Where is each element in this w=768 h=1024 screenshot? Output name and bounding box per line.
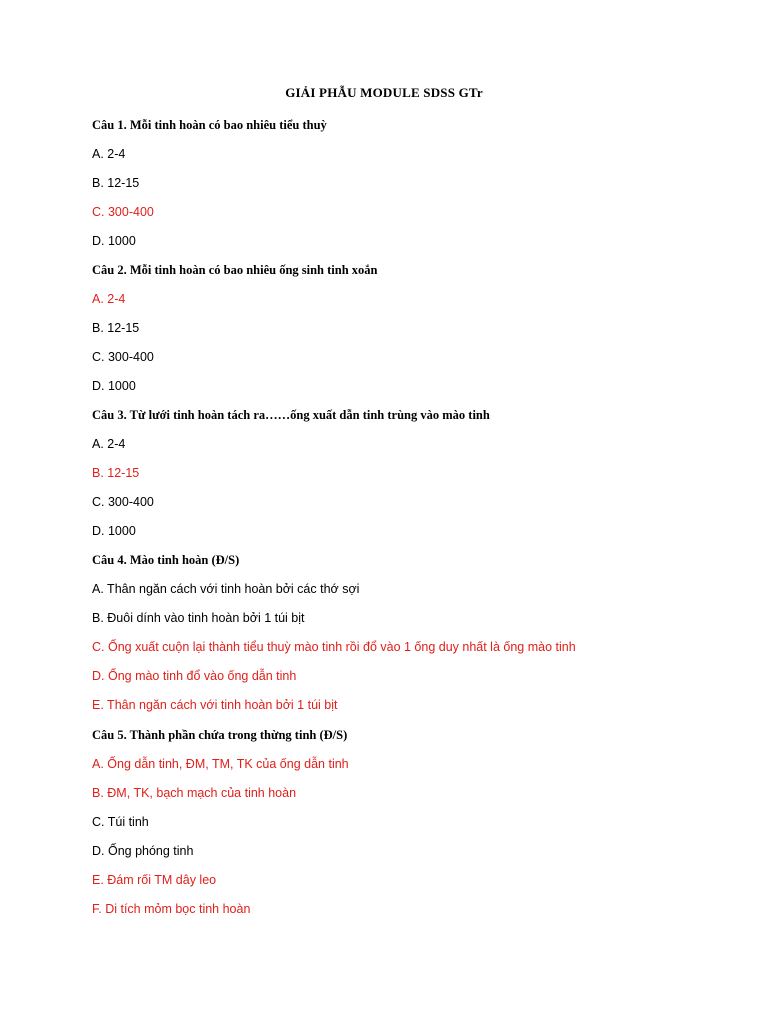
question-3-option-b: B. 12-15: [92, 466, 140, 480]
question-2-option-c: C. 300-400: [92, 350, 154, 364]
question-3-option-a: A. 2-4: [92, 437, 126, 451]
question-2-option-d: D. 1000: [92, 379, 136, 393]
question-4-option-a: A. Thân ngăn cách với tinh hoàn bởi các thớ sợi: [92, 582, 360, 596]
question-1-option-c: C. 300-400: [92, 205, 154, 219]
document-title: GIẢI PHẪU MODULE SDSS GTr: [285, 85, 483, 100]
question-5-option-a: A. Ống dẫn tinh, ĐM, TM, TK của ống dẫn tinh: [92, 757, 349, 771]
question-3-option-c: C. 300-400: [92, 495, 154, 509]
question-3: Câu 3. Từ lưới tinh hoàn tách ra……ống xuất dẫn tinh trùng vào mào tinh: [92, 408, 490, 422]
question-1-option-b: B. 12-15: [92, 176, 140, 190]
question-5-option-c: C. Túi tinh: [92, 815, 149, 829]
question-5-option-e: E. Đám rối TM dây leo: [92, 873, 217, 887]
question-5-option-b: B. ĐM, TK, bạch mạch của tinh hoàn: [92, 786, 297, 800]
question-5-option-d: D. Ống phóng tinh: [92, 844, 194, 858]
question-5: Câu 5. Thành phần chứa trong thừng tinh (Đ/S): [92, 728, 348, 742]
question-1-option-d: D. 1000: [92, 234, 136, 248]
question-3-option-d: D. 1000: [92, 524, 136, 538]
question-2: Câu 2. Mỗi tinh hoàn có bao nhiêu ống sinh tinh xoắn: [92, 263, 378, 277]
question-4-option-c: C. Ống xuất cuộn lại thành tiểu thuỳ mào tinh rồi đổ vào 1 ống duy nhất là ống mào tinh: [92, 640, 576, 654]
question-4: Câu 4. Mào tinh hoàn (Đ/S): [92, 553, 240, 567]
question-4-option-d: D. Ống mào tinh đổ vào ống dẫn tinh: [92, 669, 297, 683]
question-2-option-a: A. 2-4: [92, 292, 126, 306]
question-1: Câu 1. Mỗi tinh hoàn có bao nhiêu tiểu thuỳ: [92, 118, 327, 132]
question-1-option-a: A. 2-4: [92, 147, 126, 161]
question-4-option-e: E. Thân ngăn cách với tinh hoàn bởi 1 túi bịt: [92, 698, 338, 712]
question-4-option-b: B. Đuôi dính vào tinh hoàn bởi 1 túi bịt: [92, 611, 305, 625]
question-2-option-b: B. 12-15: [92, 321, 140, 335]
question-5-option-f: F. Di tích mỏm bọc tinh hoàn: [92, 902, 251, 916]
